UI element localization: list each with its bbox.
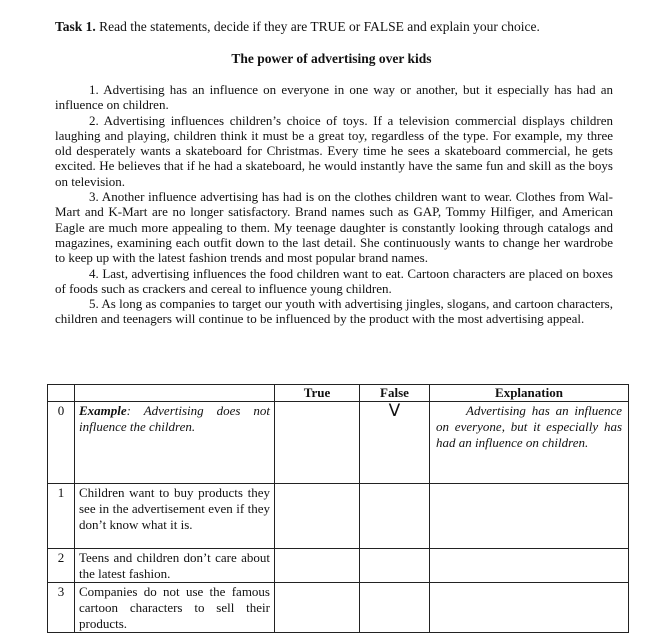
text-body (55, 82, 613, 327)
example-explanation: Advertising has an influence on everyone, but it especially has had an influence on children. (436, 403, 622, 450)
true-cell[interactable] (275, 402, 360, 484)
true-cell[interactable] (275, 583, 360, 633)
text-title: The power of advertising over kids (231, 51, 432, 66)
header-true: True (275, 385, 360, 402)
row-statement: Children want to buy products they see in the advertisement even if they don’t know what it is. (75, 484, 275, 549)
table-row (48, 583, 629, 633)
row-statement (75, 402, 275, 484)
table-row-example (48, 402, 629, 484)
row-number: 1 (48, 484, 75, 549)
example-statement: : Advertising does not influence the children. (79, 403, 270, 434)
table-row (48, 549, 629, 583)
paragraph-5: 5. As long as companies to target our youth with advertising jingles, slogans, and cartoon characters, children and teenagers will continue to be influenced by the product with the most advertising appeal. (55, 296, 613, 327)
paragraph-2: 2. Advertising influences children’s choice of toys. If a television commercial displays children laughing and playing, children think it must be a great toy, regardless of the type. For example, my three old desperately wants a skateboard for Christmas. Every time he sees a skateboard commercial, he gets excited. He believes that if he had a skateboard, he would instantly have the same fun and skill as the boys on television. (55, 112, 613, 189)
false-cell[interactable] (360, 484, 430, 549)
header-false: False (360, 385, 430, 402)
task-text: Read the statements, decide if they are TRUE or FALSE and explain your choice. (99, 19, 540, 34)
true-cell[interactable] (275, 549, 360, 583)
paragraph-1: 1. Advertising has an influence on everyone in one way or another, but it especially has had an influence on children. (55, 82, 613, 113)
row-number: 3 (48, 583, 75, 633)
explanation-cell[interactable] (430, 402, 629, 484)
false-cell[interactable] (360, 583, 430, 633)
false-cell[interactable] (360, 549, 430, 583)
paragraph-4: 4. Last, advertising influences the food children want to eat. Cartoon characters are placed on boxes of foods such as crackers and cereal to influence young children. (55, 265, 613, 296)
row-statement: Teens and children don’t care about the latest fashion. (75, 549, 275, 583)
row-statement: Companies do not use the famous cartoon characters to sell their products. (75, 583, 275, 633)
table-row (48, 484, 629, 549)
true-cell[interactable] (275, 484, 360, 549)
example-label: Example (79, 403, 127, 418)
explanation-cell[interactable] (430, 583, 629, 633)
header-explanation: Explanation (430, 385, 629, 402)
false-cell[interactable]: V (360, 402, 430, 484)
header-number (48, 385, 75, 402)
table-header-row (48, 385, 629, 402)
row-number: 2 (48, 549, 75, 583)
row-number: 0 (48, 402, 75, 484)
explanation-cell[interactable] (430, 549, 629, 583)
task-label: Task 1. (55, 19, 96, 34)
paragraph-3: 3. Another influence advertising has had is on the clothes children want to wear. Clothes from Wal-Mart and K-Mart are no longer satisfactory. Brand names such as GAP, Tommy Hilfiger, and American Eagle are much more appealing to them. My teenage daughter is constantly looking through catalogs and magazines, examining each outfit down to the last detail. She continuously wants to change her wardrobe to keep up with the latest fashion trends and most popular brand names. (55, 189, 613, 266)
header-statement (75, 385, 275, 402)
task-instruction (55, 18, 655, 35)
explanation-cell[interactable] (430, 484, 629, 549)
answer-table (47, 384, 629, 633)
